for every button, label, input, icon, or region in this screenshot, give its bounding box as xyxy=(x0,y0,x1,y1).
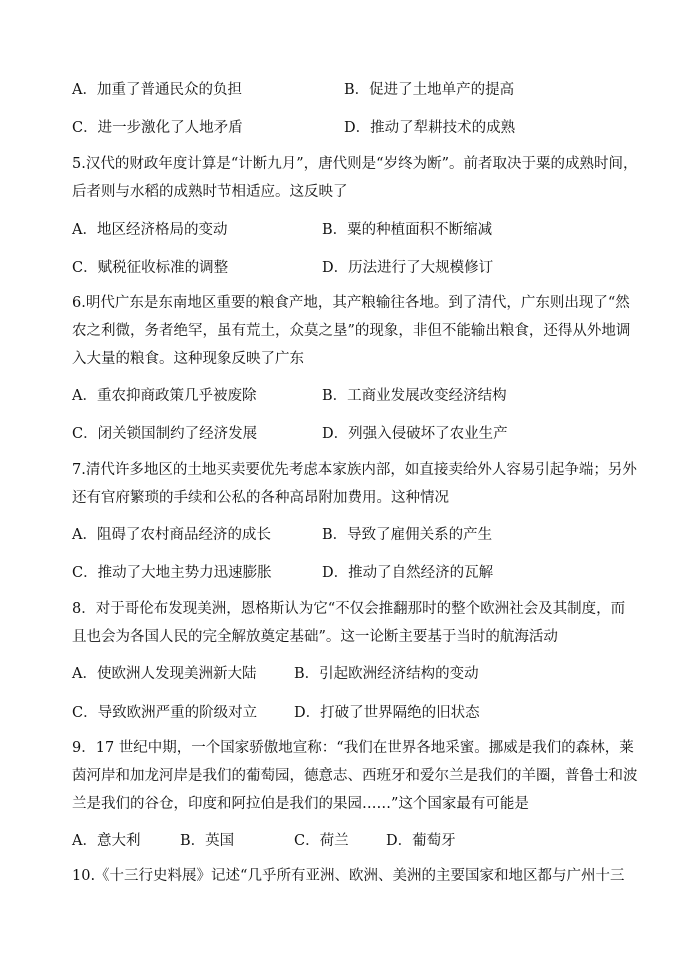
q8-option-a: A．使欧洲人发现美洲新大陆 xyxy=(72,666,257,682)
q5-stem xyxy=(72,150,638,206)
q4-option-b: B．促进了土地单产的提高 xyxy=(344,82,515,98)
q8-stem-line: 且也会为各国人民的完全解放奠定基础”。这一论断主要基于当时的航海活动 xyxy=(72,629,558,645)
q9-option-c: C．荷兰 xyxy=(294,833,349,849)
q4-option-a: A．加重了普通民众的负担 xyxy=(72,82,242,98)
q6-stem xyxy=(72,289,631,373)
q5-option-d: D．历法进行了大规模修订 xyxy=(322,260,494,276)
q8-option-c: C．导致欧洲严重的阶级对立 xyxy=(72,705,258,721)
q6-stem-line: 6.明代广东是东南地区重要的粮食产地，其产粮输往各地。到了清代，广东则出现了“然 xyxy=(72,295,630,311)
q9-option-a: A．意大利 xyxy=(72,833,141,849)
q5-stem-line: 5.汉代的财政年度计算是“计断九月”，唐代则是“岁终为断”。前者取决于粟的成熟时间， xyxy=(72,156,638,172)
q7-stem-line: 7.清代许多地区的土地买卖要优先考虑本家族内部，如直接卖给外人容易引起争端；另外 xyxy=(72,462,637,478)
q5-option-c: C．赋税征收标准的调整 xyxy=(72,260,229,276)
q7-option-d: D．推动了自然经济的瓦解 xyxy=(322,565,494,581)
q8-option-b: B．引起欧洲经济结构的变动 xyxy=(294,666,479,682)
q6-option-b: B．工商业发展改变经济结构 xyxy=(322,388,507,404)
q9-option-d: D．葡萄牙 xyxy=(386,833,456,849)
q10-stem-line: 10.《十三行史料展》记述“几乎所有亚洲、欧洲、美洲的主要国家和地区都与广州十三 xyxy=(72,868,625,884)
q7-option-c: C．推动了大地主势力迅速膨胀 xyxy=(72,565,272,581)
q8-option-d: D．打破了世界隔绝的旧状态 xyxy=(294,705,480,721)
q8-stem-line: 8．对于哥伦布发现美洲，恩格斯认为它“不仅会推翻那时的整个欧洲社会及其制度，而 xyxy=(72,601,626,617)
q9-stem-line: 茵河岸和加龙河岸是我们的葡萄园，德意志、西班牙和爱尔兰是我们的羊圈，普鲁士和波 xyxy=(72,768,638,784)
q8-stem xyxy=(72,595,624,651)
q7-option-b: B．导致了雇佣关系的产生 xyxy=(322,527,493,543)
q6-option-c: C．闭关锁国制约了经济发展 xyxy=(72,426,258,442)
q7-stem xyxy=(72,456,637,512)
q9-stem-line: 兰是我们的谷仓，印度和阿拉伯是我们的果园……”这个国家最有可能是 xyxy=(72,796,529,812)
q6-stem-line: 入大量的粮食。这种现象反映了广东 xyxy=(72,351,304,367)
q10-stem xyxy=(72,862,624,890)
q5-option-a: A．地区经济格局的变动 xyxy=(72,222,228,238)
q4-option-d: D．推动了犁耕技术的成熟 xyxy=(344,120,516,136)
q5-stem-line: 后者则与水稻的成熟时节相适应。这反映了 xyxy=(72,184,348,200)
q6-option-a: A．重农抑商政策几乎被废除 xyxy=(72,388,257,404)
q9-option-b: B．英国 xyxy=(180,833,235,849)
q9-stem xyxy=(72,734,638,818)
q4-option-c: C．进一步激化了人地矛盾 xyxy=(72,120,243,136)
q9-stem-line: 9．17 世纪中期，一个国家骄傲地宣称：“我们在世界各地采蜜。挪威是我们的森林，莱 xyxy=(72,740,634,756)
q5-option-b: B．粟的种植面积不断缩减 xyxy=(322,222,493,238)
q6-option-d: D．列强入侵破坏了农业生产 xyxy=(322,426,508,442)
q7-option-a: A．阻碍了农村商品经济的成长 xyxy=(72,527,271,543)
q6-stem-line: 农之利微，务者绝罕，虽有荒土，众莫之垦”的现象，非但不能输出粮食，还得从外地调 xyxy=(72,323,631,339)
q7-stem-line: 还有官府繁琐的手续和公私的各种高昂附加费用。这种情况 xyxy=(72,490,449,506)
